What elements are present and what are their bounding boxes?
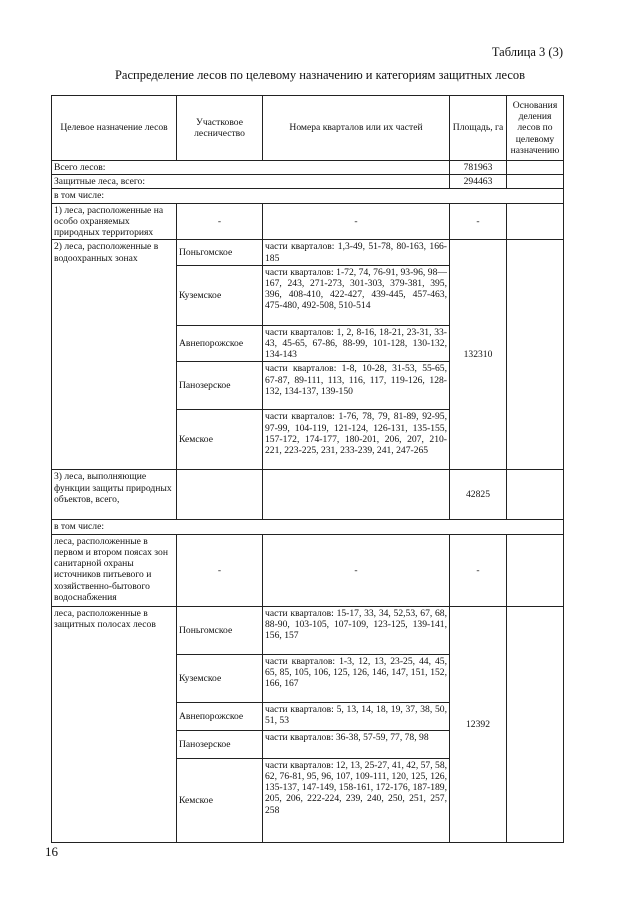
table-row [52,240,564,265]
cat1-label: 1) леса, расположенные на особо охраняемых природных территориях [52,203,177,240]
quarters-list: части кварталов: 1,3-49, 51-78, 80-163, 166-185 [263,240,450,265]
cat3b-label: леса, расположенные в защитных полосах лесов [52,606,177,842]
table-row [52,606,564,654]
including-label: в том числе: [52,520,564,534]
header-forestry: Участковое лесничество [177,96,263,161]
empty-cell [507,534,564,606]
page-number: 16 [45,844,58,859]
cat2-label: 2) леса, расположенные в водоохранных зонах [52,240,177,470]
quarters-list: части кварталов: 5, 13, 14, 18, 19, 37, 38, 50, 51, 53 [263,702,450,730]
cat2-area: 132310 [450,240,507,470]
table-row [52,470,564,520]
empty-cell [507,161,564,175]
dash-cell: - [177,203,263,240]
forestry-name: Авнепорожское [177,702,263,730]
forestry-name: Поньгомское [177,606,263,654]
cat3b-area: 12392 [450,606,507,842]
quarters-list: части кварталов: 36-38, 57-59, 77, 78, 98 [263,730,450,758]
protective-area: 294463 [450,175,507,189]
cat3a-label: леса, расположенные в первом и втором поясах зон санитарной охраны источников питьевого и хозяйственно-бытового водоснабжения [52,534,177,606]
forestry-name: Куземское [177,654,263,702]
quarters-list: части кварталов: 15-17, 33, 34, 52,53, 67, 68, 88-90, 103-105, 107-109, 123-125, 139-141, 156, 157 [263,606,450,654]
empty-cell [507,203,564,240]
table-row [52,520,564,534]
total-area: 781963 [450,161,507,175]
dash-cell: - [450,203,507,240]
forest-distribution-table [51,95,564,843]
forestry-name: Панозерское [177,362,263,410]
table-row [52,189,564,203]
header-quarters: Номера кварталов или их частей [263,96,450,161]
dash-cell: - [450,534,507,606]
forestry-name: Кемское [177,758,263,842]
forestry-name: Поньгомское [177,240,263,265]
protective-label: Защитные леса, всего: [52,175,450,189]
dash-cell: - [263,534,450,606]
empty-cell [263,470,450,520]
forestry-name: Панозерское [177,730,263,758]
table-header-row [52,96,564,161]
empty-cell [507,606,564,842]
empty-cell [507,240,564,470]
quarters-list: части кварталов: 1-72, 74, 76-91, 93-96, 98—167, 243, 271-273, 301-303, 379-381, 395, 396, 408-410, 422-427, 439-445, 457-463, 475-480, 492-508, 510-514 [263,265,450,325]
forestry-name: Куземское [177,265,263,325]
empty-cell [177,470,263,520]
cat3-area: 42825 [450,470,507,520]
dash-cell: - [177,534,263,606]
quarters-list: части кварталов: 1-76, 78, 79, 81-89, 92-95, 97-99, 104-119, 121-124, 126-131, 135-155, 157-172, 174-177, 180-201, 206, 207, 210-221, 223-225, 231, 233-239, 241, 247-265 [263,410,450,470]
header-area: Площадь, га [450,96,507,161]
document-title: Распределение лесов по целевому назначению и категориям защитных лесов [114,68,526,82]
empty-cell [507,175,564,189]
quarters-list: части кварталов: 1-3, 12, 13, 23-25, 44, 45, 65, 85, 105, 106, 125, 126, 146, 147, 151, 152, 166, 167 [263,654,450,702]
including-label: в том числе: [52,189,564,203]
table-row [52,203,564,240]
total-label: Всего лесов: [52,161,450,175]
table-row [52,534,564,606]
quarters-list: части кварталов: 1-8, 10-28, 31-53, 55-65, 67-87, 89-111, 113, 116, 117, 119-126, 128-132, 134-137, 139-150 [263,362,450,410]
table-row [52,161,564,175]
quarters-list: части кварталов: 1, 2, 8-16, 18-21, 23-31, 33-43, 45-65, 67-86, 88-99, 101-128, 130-132, 134-143 [263,325,450,362]
empty-cell [507,470,564,520]
quarters-list: части кварталов: 12, 13, 25-27, 41, 42, 57, 58, 62, 76-81, 95, 96, 107, 109-111, 120, 125, 126, 135-137, 147-149, 158-161, 172-176, 187-189, 205, 206, 222-224, 239, 240, 250, 251, 257, 258 [263,758,450,842]
table-label: Таблица 3 (3) [491,45,563,59]
forestry-name: Кемское [177,410,263,470]
header-basis: Основания деления лесов по целевому назначению [507,96,564,161]
forestry-name: Авнепорожское [177,325,263,362]
header-purpose: Целевое назначение лесов [52,96,177,161]
table-row [52,175,564,189]
dash-cell: - [263,203,450,240]
cat3-label: 3) леса, выполняющие функции защиты природных объектов, всего, [52,470,177,520]
